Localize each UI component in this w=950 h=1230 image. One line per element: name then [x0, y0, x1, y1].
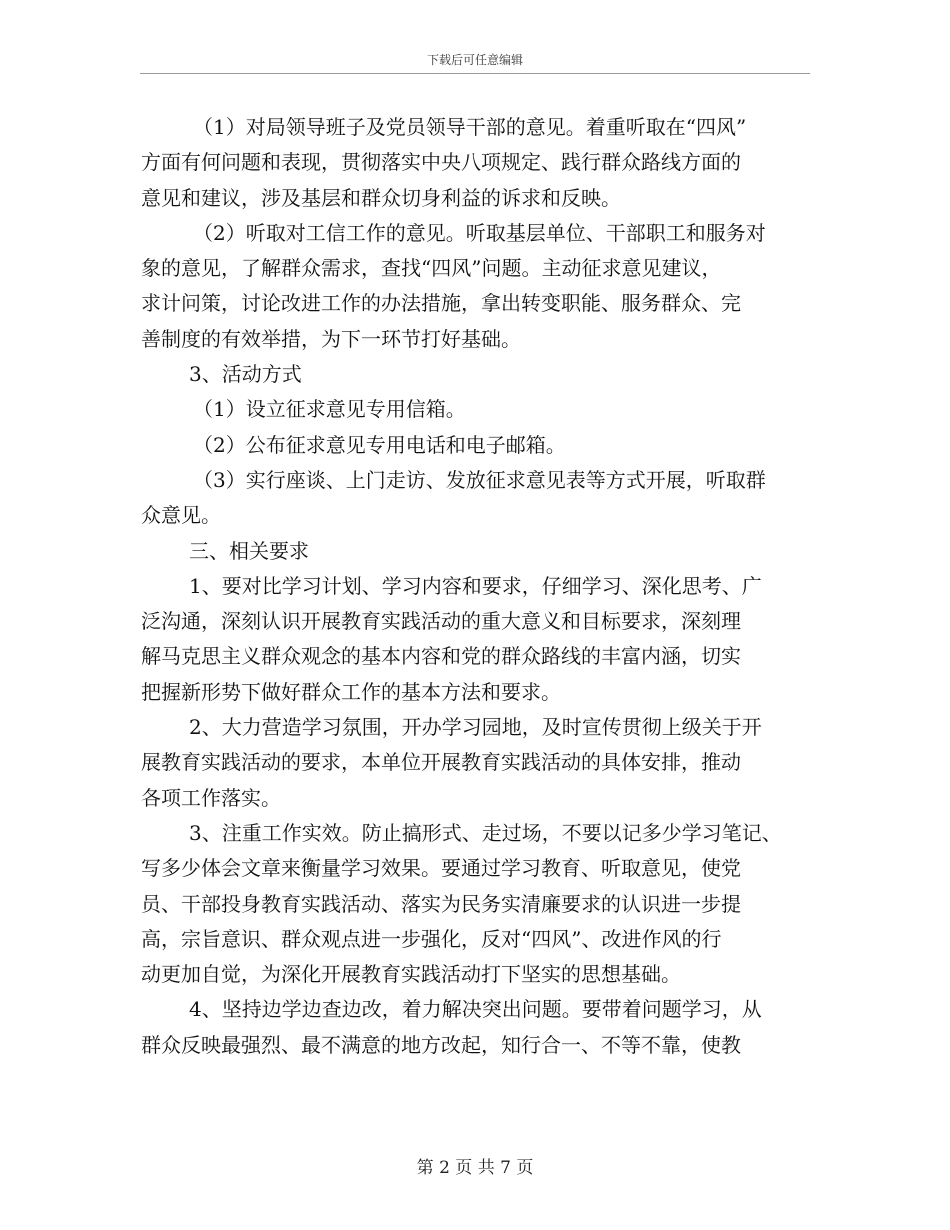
text-line: 3、注重工作实效。防止搞形式、走过场，不要以记多少学习笔记、 [189, 820, 782, 845]
text-line: 泛沟通，深刻认识开展教育实践活动的重大意义和目标要求，深刻理 [141, 609, 741, 634]
text-line: 象的意见，了解群众需求，查找“四风”问题。主动征求意见建议， [141, 256, 722, 281]
text-line: （3）实行座谈、上门走访、发放征求意见表等方式开展，听取群 [193, 467, 766, 492]
page-header: 下载后可任意编辑 [426, 53, 523, 67]
text-line: 三、相关要求 [189, 538, 309, 563]
text-line: （2）听取对工信工作的意见。听取基层单位、干部职工和服务对 [193, 220, 766, 245]
text-line: 善制度的有效举措，为下一环节打好基础。 [141, 326, 521, 351]
text-line: 写多少体会文章来衡量学习效果。要通过学习教育、听取意见，使党 [141, 856, 741, 881]
text-line: 3、活动方式 [189, 362, 302, 387]
text-line: （1）对局领导班子及党员领导干部的意见。着重听取在“四风” [193, 115, 747, 139]
text-line: （1）设立征求意见专用信箱。 [193, 397, 466, 422]
document-body [141, 110, 811, 1063]
header-divider [140, 73, 810, 74]
text-line: 方面有何问题和表现，贯彻落实中央八项规定、践行群众路线方面的 [141, 150, 741, 175]
text-line: 众意见。 [141, 503, 221, 528]
text-line: 高，宗旨意识、群众观点进一步强化，反对“四风”、改进作风的行 [141, 926, 722, 951]
text-line: 解马克思主义群众观念的基本内容和党的群众路线的丰富内涵，切实 [141, 644, 741, 669]
text-line: 2、大力营造学习氛围，开办学习园地，及时宣传贯彻上级关于开 [189, 715, 762, 740]
text-line: （2）公布征求意见专用电话和电子邮箱。 [193, 432, 566, 457]
text-line: 4、坚持边学边查边改，着力解决突出问题。要带着问题学习，从 [189, 997, 762, 1022]
text-line: 求计问策，讨论改进工作的办法措施，拿出转变职能、服务群众、完 [141, 291, 741, 316]
text-line: 展教育实践活动的要求，本单位开展教育实践活动的具体安排，推动 [141, 750, 741, 775]
page-footer: 第 2 页 共 7 页 [416, 1158, 534, 1178]
text-line: 动更加自觉，为深化开展教育实践活动打下坚实的思想基础。 [141, 962, 681, 987]
text-line: 把握新形势下做好群众工作的基本方法和要求。 [141, 679, 561, 704]
text-line: 群众反映最强烈、最不满意的地方改起，知行合一、不等不靠，使教 [141, 1032, 741, 1057]
text-line: 各项工作落实。 [141, 785, 281, 810]
text-line: 员、干部投身教育实践活动、落实为民务实清廉要求的认识进一步提 [141, 891, 741, 916]
text-line: 1、要对比学习计划、学习内容和要求，仔细学习、深化思考、广 [189, 573, 762, 598]
text-line: 意见和建议，涉及基层和群众切身利益的诉求和反映。 [141, 185, 621, 210]
